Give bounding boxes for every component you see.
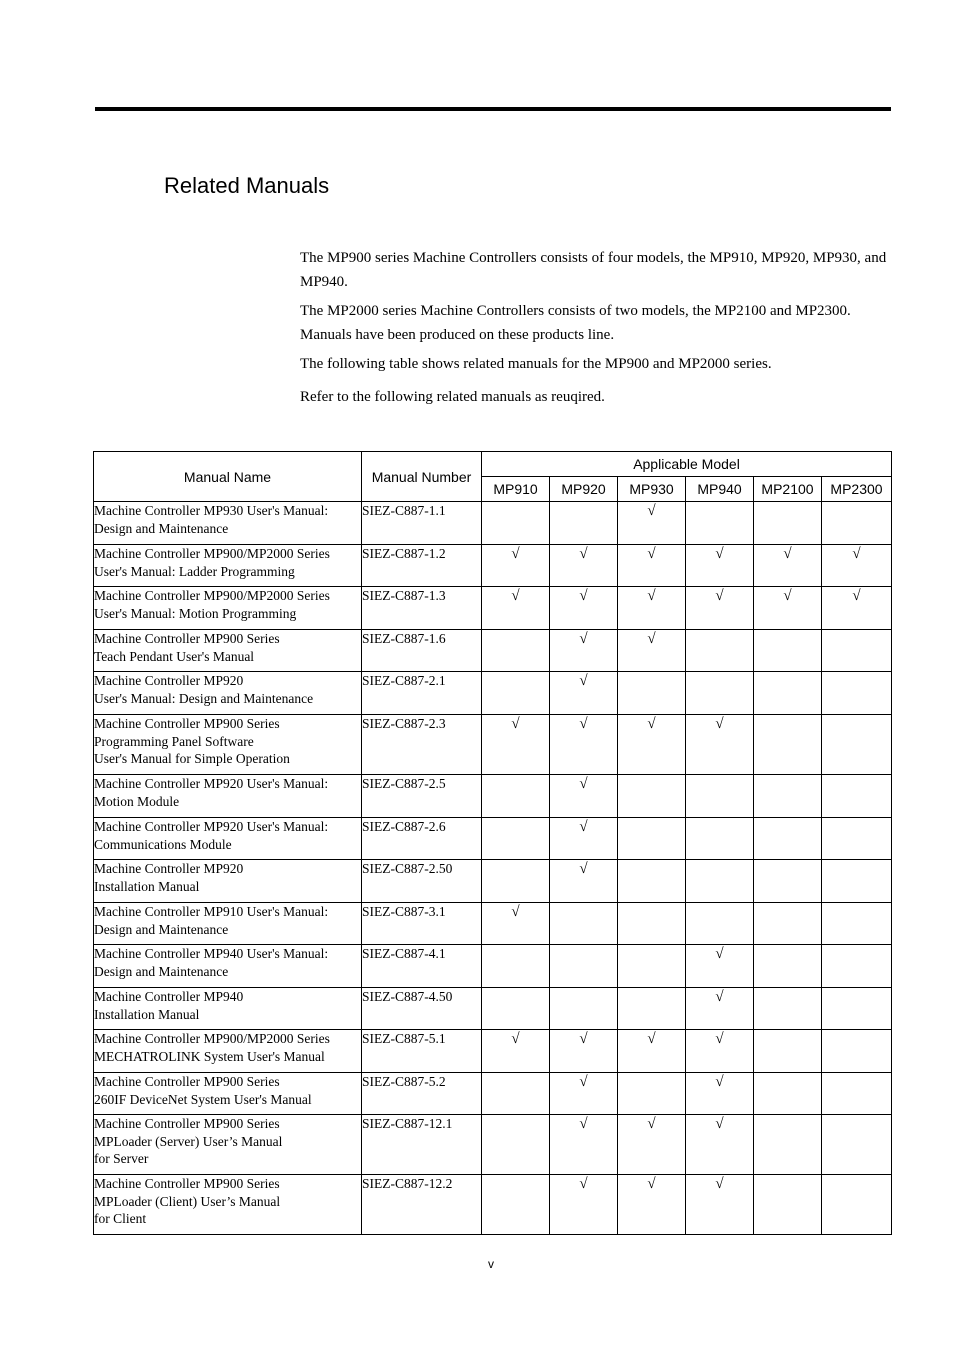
manual-number-cell: SIEZ-C887-1.1 (362, 502, 482, 545)
model-cell-mp930 (618, 1115, 686, 1175)
model-cell-mp2100 (754, 587, 822, 630)
header-manual-number: Manual Number (362, 452, 482, 502)
table-row (94, 630, 892, 672)
model-cell-mp930 (618, 1175, 686, 1235)
manual-number-cell: SIEZ-C887-1.2 (362, 545, 482, 587)
check-mark-icon: √ (647, 1116, 656, 1132)
check-mark-icon: √ (715, 716, 724, 732)
model-cell-mp920 (550, 715, 618, 775)
model-cell-mp910 (482, 903, 550, 945)
model-cell-mp910 (482, 1073, 550, 1115)
model-cell-mp2300 (822, 672, 892, 715)
manual-name-line: Programming Panel Software (94, 733, 254, 749)
model-cell-mp920 (550, 860, 618, 903)
model-cell-mp2300 (822, 502, 892, 545)
model-cell-mp930 (618, 945, 686, 988)
table-row (94, 945, 892, 988)
manual-name-line: User's Manual: Motion Programming (94, 605, 297, 621)
model-cell-mp940 (686, 1115, 754, 1175)
manual-name-line: Machine Controller MP920 User's Manual: (94, 776, 329, 791)
model-cell-mp930 (618, 775, 686, 818)
model-cell-mp910 (482, 1115, 550, 1175)
check-mark-icon: √ (511, 716, 520, 732)
model-cell-mp940 (686, 775, 754, 818)
table-row (94, 860, 892, 903)
check-mark-icon: √ (715, 989, 724, 1005)
model-cell-mp940 (686, 1030, 754, 1073)
intro-paragraph: The MP2000 series Machine Controllers consists of two models, the MP2100 and MP2300. Manuals have been produced on these products line. (300, 303, 851, 343)
manual-name-line: Machine Controller MP910 User's Manual: (94, 904, 329, 919)
manual-name-line: Installation Manual (94, 1006, 200, 1022)
header-model-mp930: MP930 (618, 477, 686, 502)
manual-name-line: User's Manual for Simple Operation (94, 751, 290, 766)
check-mark-icon: √ (511, 1031, 520, 1047)
manual-name-line: Machine Controller MP900 Series (94, 631, 280, 646)
model-cell-mp930 (618, 545, 686, 587)
check-mark-icon: √ (852, 546, 861, 562)
table-row (94, 988, 892, 1030)
header-model-mp920: MP920 (550, 477, 618, 502)
manual-name-line: Machine Controller MP940 User's Manual: (94, 946, 329, 961)
model-cell-mp2300 (822, 545, 892, 587)
manual-name-line: Machine Controller MP900 Series (94, 1176, 280, 1191)
model-cell-mp910 (482, 775, 550, 818)
manual-name-cell (94, 715, 362, 775)
model-cell-mp2300 (822, 1175, 892, 1235)
manual-name-line: 260IF DeviceNet System User's Manual (94, 1091, 312, 1107)
check-mark-icon: √ (715, 946, 724, 962)
model-cell-mp920 (550, 630, 618, 672)
manual-name-cell (94, 545, 362, 587)
manual-name-line: Design and Maintenance (94, 520, 229, 536)
manual-name-line: User's Manual: Design and Maintenance (94, 690, 314, 706)
model-cell-mp920 (550, 903, 618, 945)
model-cell-mp920 (550, 672, 618, 715)
manual-name-cell (94, 1175, 362, 1235)
check-mark-icon: √ (715, 1116, 724, 1132)
manual-name-line: Communications Module (94, 836, 232, 852)
model-cell-mp2300 (822, 715, 892, 775)
model-cell-mp2300 (822, 903, 892, 945)
manual-name-cell (94, 988, 362, 1030)
check-mark-icon: √ (715, 1176, 724, 1192)
model-cell-mp940 (686, 672, 754, 715)
manual-name-line: MPLoader (Server) User’s Manual (94, 1133, 283, 1149)
model-cell-mp910 (482, 672, 550, 715)
model-cell-mp2100 (754, 545, 822, 587)
check-mark-icon: √ (579, 1176, 588, 1192)
model-cell-mp2300 (822, 860, 892, 903)
check-mark-icon: √ (579, 776, 588, 792)
model-cell-mp940 (686, 715, 754, 775)
table-row (94, 587, 892, 630)
check-mark-icon: √ (647, 1031, 656, 1047)
table-row (94, 1030, 892, 1073)
manual-number-cell: SIEZ-C887-2.6 (362, 818, 482, 860)
model-cell-mp940 (686, 630, 754, 672)
model-cell-mp2300 (822, 1073, 892, 1115)
manual-name-line: Machine Controller MP900 Series (94, 1116, 280, 1131)
table-row (94, 672, 892, 715)
model-cell-mp920 (550, 1030, 618, 1073)
manual-number-cell: SIEZ-C887-4.1 (362, 945, 482, 988)
model-cell-mp2100 (754, 502, 822, 545)
related-manuals-table (93, 451, 892, 1235)
model-cell-mp940 (686, 945, 754, 988)
model-cell-mp910 (482, 715, 550, 775)
model-cell-mp930 (618, 502, 686, 545)
manual-number-cell: SIEZ-C887-2.1 (362, 672, 482, 715)
manual-name-cell (94, 945, 362, 988)
table-row (94, 1115, 892, 1175)
check-mark-icon: √ (647, 631, 656, 647)
model-cell-mp910 (482, 1030, 550, 1073)
model-cell-mp930 (618, 672, 686, 715)
manual-name-line: MECHATROLINK System User's Manual (94, 1048, 325, 1064)
model-cell-mp920 (550, 775, 618, 818)
model-cell-mp940 (686, 988, 754, 1030)
check-mark-icon: √ (715, 1031, 724, 1047)
manual-name-line: Machine Controller MP900/MP2000 Series (94, 546, 330, 561)
model-cell-mp910 (482, 988, 550, 1030)
model-cell-mp910 (482, 860, 550, 903)
manual-name-cell (94, 672, 362, 715)
check-mark-icon: √ (715, 1074, 724, 1090)
model-cell-mp2300 (822, 630, 892, 672)
manual-name-line: Motion Module (94, 793, 180, 809)
manual-name-cell (94, 1073, 362, 1115)
model-cell-mp2100 (754, 630, 822, 672)
model-cell-mp920 (550, 1175, 618, 1235)
model-cell-mp930 (618, 988, 686, 1030)
header-model-mp2100: MP2100 (754, 477, 822, 502)
model-cell-mp920 (550, 818, 618, 860)
model-cell-mp2300 (822, 1030, 892, 1073)
manual-name-cell (94, 587, 362, 630)
manual-name-line: Machine Controller MP920 (94, 673, 244, 688)
check-mark-icon: √ (647, 1176, 656, 1192)
manual-name-cell (94, 630, 362, 672)
model-cell-mp2100 (754, 1030, 822, 1073)
header-model-mp2300: MP2300 (822, 477, 892, 502)
manual-name-line: Machine Controller MP900/MP2000 Series (94, 588, 330, 603)
intro-text (300, 246, 900, 414)
manual-name-cell (94, 1030, 362, 1073)
manual-name-line: Machine Controller MP900 Series (94, 716, 280, 731)
check-mark-icon: √ (579, 588, 588, 604)
manual-name-line: MPLoader (Client) User’s Manual (94, 1193, 281, 1209)
check-mark-icon: √ (647, 588, 656, 604)
model-cell-mp920 (550, 587, 618, 630)
model-cell-mp910 (482, 1175, 550, 1235)
model-cell-mp930 (618, 1073, 686, 1115)
manual-name-line: Machine Controller MP940 (94, 989, 244, 1004)
model-cell-mp930 (618, 860, 686, 903)
model-cell-mp2100 (754, 945, 822, 988)
table-row (94, 545, 892, 587)
table-row (94, 1073, 892, 1115)
model-cell-mp2300 (822, 775, 892, 818)
table-row (94, 502, 892, 545)
check-mark-icon: √ (579, 673, 588, 689)
check-mark-icon: √ (511, 546, 520, 562)
manual-name-line: Design and Maintenance (94, 921, 229, 937)
model-cell-mp910 (482, 545, 550, 587)
manual-name-line: Machine Controller MP920 User's Manual: (94, 819, 329, 834)
check-mark-icon: √ (852, 588, 861, 604)
manual-number-cell: SIEZ-C887-1.6 (362, 630, 482, 672)
model-cell-mp940 (686, 818, 754, 860)
manual-name-cell (94, 775, 362, 818)
model-cell-mp940 (686, 903, 754, 945)
check-mark-icon: √ (511, 588, 520, 604)
top-rule (95, 107, 891, 111)
manual-name-line: Machine Controller MP920 (94, 861, 244, 876)
check-mark-icon: √ (579, 716, 588, 732)
model-cell-mp920 (550, 1073, 618, 1115)
table-row (94, 715, 892, 775)
table-row (94, 818, 892, 860)
model-cell-mp940 (686, 545, 754, 587)
header-model-mp940: MP940 (686, 477, 754, 502)
table-body (94, 502, 892, 1235)
model-cell-mp2300 (822, 1115, 892, 1175)
manual-number-cell: SIEZ-C887-2.3 (362, 715, 482, 775)
model-cell-mp2300 (822, 988, 892, 1030)
check-mark-icon: √ (579, 861, 588, 877)
check-mark-icon: √ (715, 588, 724, 604)
model-cell-mp910 (482, 502, 550, 545)
check-mark-icon: √ (579, 819, 588, 835)
model-cell-mp930 (618, 630, 686, 672)
check-mark-icon: √ (647, 546, 656, 562)
manual-number-cell: SIEZ-C887-2.50 (362, 860, 482, 903)
manual-name-cell (94, 502, 362, 545)
model-cell-mp920 (550, 1115, 618, 1175)
check-mark-icon: √ (579, 1074, 588, 1090)
model-cell-mp910 (482, 818, 550, 860)
check-mark-icon: √ (579, 631, 588, 647)
header-model-mp910: MP910 (482, 477, 550, 502)
model-cell-mp920 (550, 545, 618, 587)
model-cell-mp930 (618, 587, 686, 630)
manual-number-cell: SIEZ-C887-5.2 (362, 1073, 482, 1115)
model-cell-mp940 (686, 860, 754, 903)
table-row (94, 903, 892, 945)
model-cell-mp2100 (754, 672, 822, 715)
header-applicable-model: Applicable Model (482, 452, 892, 477)
model-cell-mp2100 (754, 1073, 822, 1115)
table-row (94, 775, 892, 818)
check-mark-icon: √ (579, 546, 588, 562)
model-cell-mp930 (618, 715, 686, 775)
model-cell-mp2100 (754, 1115, 822, 1175)
manual-name-line: Installation Manual (94, 878, 200, 894)
model-cell-mp920 (550, 945, 618, 988)
manual-name-cell (94, 1115, 362, 1175)
manual-name-line: Machine Controller MP900 Series (94, 1074, 280, 1089)
check-mark-icon: √ (783, 588, 792, 604)
model-cell-mp940 (686, 587, 754, 630)
model-cell-mp920 (550, 988, 618, 1030)
check-mark-icon: √ (783, 546, 792, 562)
model-cell-mp930 (618, 1030, 686, 1073)
manual-number-cell: SIEZ-C887-12.1 (362, 1115, 482, 1175)
manual-number-cell: SIEZ-C887-2.5 (362, 775, 482, 818)
model-cell-mp2100 (754, 1175, 822, 1235)
intro-paragraph: Refer to the following related manuals as reuqired. (300, 389, 605, 405)
model-cell-mp2300 (822, 945, 892, 988)
page-number: v (488, 1257, 494, 1271)
intro-paragraph: The MP900 series Machine Controllers consists of four models, the MP910, MP920, MP930, and MP940. (300, 250, 887, 290)
model-cell-mp940 (686, 502, 754, 545)
model-cell-mp2100 (754, 775, 822, 818)
header-manual-name: Manual Name (94, 452, 362, 502)
model-cell-mp940 (686, 1175, 754, 1235)
model-cell-mp2300 (822, 587, 892, 630)
manual-number-cell: SIEZ-C887-3.1 (362, 903, 482, 945)
model-cell-mp2100 (754, 715, 822, 775)
model-cell-mp2100 (754, 903, 822, 945)
intro-paragraph: The following table shows related manuals for the MP900 and MP2000 series. (300, 356, 772, 372)
model-cell-mp930 (618, 818, 686, 860)
manual-name-line: for Client (94, 1211, 147, 1226)
manual-name-cell (94, 818, 362, 860)
manual-name-line: User's Manual: Ladder Programming (94, 563, 295, 579)
model-cell-mp2100 (754, 860, 822, 903)
manual-number-cell: SIEZ-C887-4.50 (362, 988, 482, 1030)
table-row (94, 1175, 892, 1235)
page-title: Related Manuals (164, 173, 330, 198)
check-mark-icon: √ (579, 1031, 588, 1047)
model-cell-mp940 (686, 1073, 754, 1115)
manual-name-line: Design and Maintenance (94, 963, 229, 979)
check-mark-icon: √ (579, 1116, 588, 1132)
manual-name-line: for Server (94, 1151, 149, 1166)
model-cell-mp2300 (822, 818, 892, 860)
manual-name-cell (94, 860, 362, 903)
model-cell-mp930 (618, 903, 686, 945)
check-mark-icon: √ (647, 716, 656, 732)
manual-name-cell (94, 903, 362, 945)
check-mark-icon: √ (511, 904, 520, 920)
model-cell-mp910 (482, 630, 550, 672)
model-cell-mp2100 (754, 988, 822, 1030)
manual-number-cell: SIEZ-C887-5.1 (362, 1030, 482, 1073)
model-cell-mp2100 (754, 818, 822, 860)
manual-name-line: Teach Pendant User's Manual (94, 648, 255, 664)
manual-name-line: Machine Controller MP900/MP2000 Series (94, 1031, 330, 1046)
manual-number-cell: SIEZ-C887-1.3 (362, 587, 482, 630)
model-cell-mp910 (482, 945, 550, 988)
model-cell-mp910 (482, 587, 550, 630)
manual-name-line: Machine Controller MP930 User's Manual: (94, 503, 329, 518)
model-cell-mp920 (550, 502, 618, 545)
check-mark-icon: √ (715, 546, 724, 562)
check-mark-icon: √ (647, 503, 656, 519)
manual-number-cell: SIEZ-C887-12.2 (362, 1175, 482, 1235)
